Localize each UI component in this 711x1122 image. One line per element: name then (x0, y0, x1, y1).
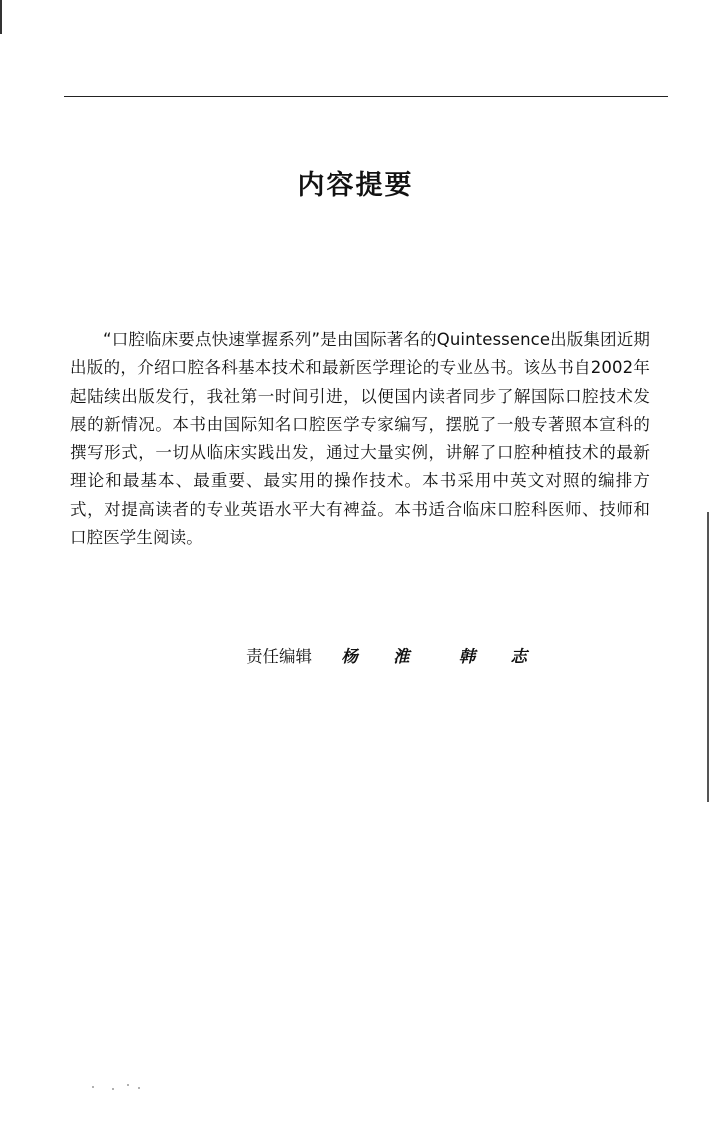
editor-name: 志 (510, 647, 527, 666)
page-title: 内容提要 (297, 170, 414, 201)
header-rule (64, 96, 668, 97)
responsible-editors (246, 643, 535, 667)
summary-paragraph: “口腔临床要点快速掌握系列”是由国际著名的Quintessence出版集团近期出版的，介绍口腔各科基本技术和最新医学理论的专业丛书。该丛书自2002年起陆续出版发行，我社第一时间引进，以便国内读者同步了解国际口腔技术发展的新情况。本书由国际知名口腔医学专家编写，摆脱了一般专著照本宣科的撰写形式，一切从临床实践出发，通过大量实例，讲解了口腔种植技术的最新理论和最基本、最重要、最实用的操作技术。本书采用中英文对照的编排方式，对提高读者的专业英语水平大有裨益。本书适合临床口腔科医师、技师和口腔医学生阅读。 (70, 330, 650, 548)
editors-label: 责任编辑 (246, 647, 312, 666)
scan-edge-mark (707, 512, 709, 802)
scan-speck (127, 1084, 129, 1086)
scan-speck (92, 1086, 94, 1088)
editor-name: 韩 (458, 647, 476, 666)
scan-speck (112, 1088, 114, 1090)
scan-edge-mark (0, 0, 2, 34)
scan-speck (138, 1087, 140, 1089)
editor-name: 杨 (341, 647, 358, 666)
editor-name: 淮 (393, 647, 410, 666)
